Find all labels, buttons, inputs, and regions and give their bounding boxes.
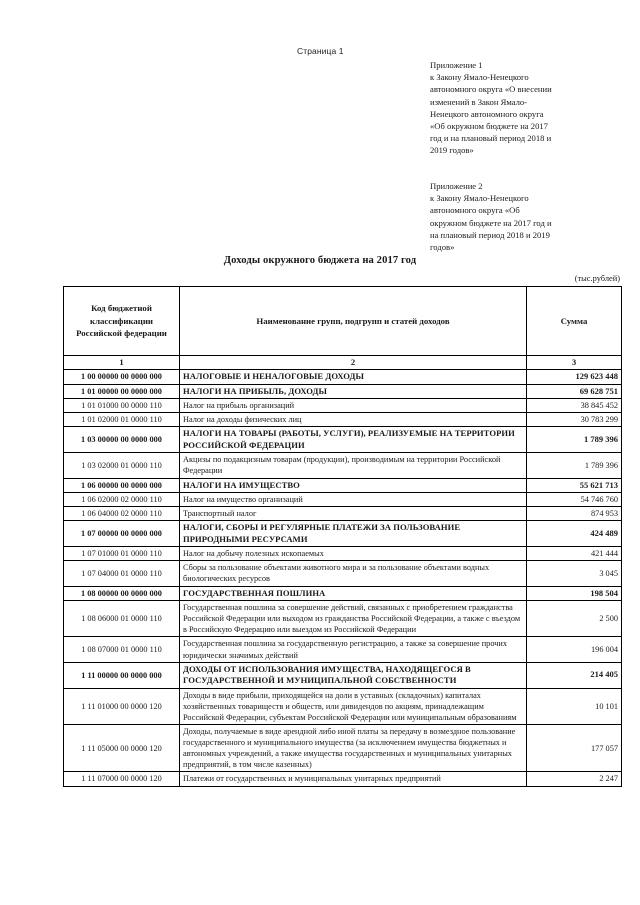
cell-sum: 30 783 299 bbox=[527, 413, 622, 427]
column-header-name: Наименование групп, подгрупп и статей доходов bbox=[180, 287, 527, 356]
cell-name: НАЛОГИ НА ИМУЩЕСТВО bbox=[180, 478, 527, 493]
cell-sum: 177 057 bbox=[527, 725, 622, 772]
cell-code: 1 11 00000 00 0000 000 bbox=[64, 662, 180, 688]
cell-name: Сборы за пользование объектами животного мира и за пользование объектами водных биологических ресурсов bbox=[180, 561, 527, 586]
budget-table-wrapper bbox=[63, 286, 621, 787]
cell-name: Доходы, получаемые в виде арендной либо иной платы за передачу в возмездное пользование государственного и муниципального имущества (за исключением имущества бюджетных и автономных учреждений, а также имущества государственных и муниципальных унитарных предприятий, в том числе казенных) bbox=[180, 725, 527, 772]
cell-name: Доходы в виде прибыли, приходящейся на доли в уставных (складочных) капиталах хозяйственных товариществ и обществ, или дивидендов по акциям, принадлежащим Российской Федерации, субъектам Российской Федерации или муниципальным образованиям bbox=[180, 688, 527, 724]
cell-name: Платежи от государственных и муниципальных унитарных предприятий bbox=[180, 772, 527, 786]
cell-sum: 54 746 760 bbox=[527, 493, 622, 507]
cell-name: Акцизы по подакцизным товарам (продукции), производимым на территории Российской Федерации bbox=[180, 453, 527, 478]
column-number-2: 2 bbox=[180, 356, 527, 370]
cell-name: Государственная пошлина за совершение действий, связанных с приобретением гражданства Российской Федерации или выходом из гражданства Российской Федерации, а также с въездом в Российскую Федерацию или выездом из Российской Федерации bbox=[180, 601, 527, 637]
budget-revenue-table bbox=[63, 286, 622, 787]
cell-name: Налог на доходы физических лиц bbox=[180, 413, 527, 427]
cell-name: ДОХОДЫ ОТ ИСПОЛЬЗОВАНИЯ ИМУЩЕСТВА, НАХОДЯЩЕГОСЯ В ГОСУДАРСТВЕННОЙ И МУНИЦИПАЛЬНОЙ СОБСТВЕННОСТИ bbox=[180, 662, 527, 688]
appendix-2-line: окружном бюджете на 2017 год и bbox=[430, 217, 552, 228]
table-head bbox=[64, 287, 622, 370]
column-header-sum: Сумма bbox=[527, 287, 622, 356]
column-number-row bbox=[64, 356, 622, 370]
appendix-2-line: автономного округа «Об bbox=[430, 205, 520, 216]
table-body bbox=[64, 370, 622, 787]
cell-code: 1 06 04000 02 0000 110 bbox=[64, 507, 180, 521]
table-row bbox=[64, 601, 622, 637]
appendix-2-block bbox=[430, 180, 630, 253]
table-row bbox=[64, 370, 622, 385]
cell-code: 1 00 00000 00 0000 000 bbox=[64, 370, 180, 385]
appendix-2-line: Приложение 2 bbox=[430, 181, 483, 191]
units-note: (тыс.рублей) bbox=[574, 274, 620, 283]
appendix-1-line: изменений в Закон Ямало- bbox=[430, 96, 528, 107]
cell-name: Налог на прибыль организаций bbox=[180, 399, 527, 413]
cell-name: НАЛОГИ НА ТОВАРЫ (РАБОТЫ, УСЛУГИ), РЕАЛИЗУЕМЫЕ НА ТЕРРИТОРИИ РОССИЙСКОЙ ФЕДЕРАЦИИ bbox=[180, 427, 527, 453]
appendix-2-line: на плановый период 2018 и 2019 bbox=[430, 229, 550, 240]
cell-code: 1 03 02000 01 0000 110 bbox=[64, 453, 180, 478]
table-row bbox=[64, 399, 622, 413]
cell-name: НАЛОГИ, СБОРЫ И РЕГУЛЯРНЫЕ ПЛАТЕЖИ ЗА ПОЛЬЗОВАНИЕ ПРИРОДНЫМИ РЕСУРСАМИ bbox=[180, 521, 527, 547]
appendix-1-block bbox=[430, 59, 630, 157]
column-number-1: 1 bbox=[64, 356, 180, 370]
cell-code: 1 01 00000 00 0000 000 bbox=[64, 384, 180, 399]
cell-sum: 10 101 bbox=[527, 688, 622, 724]
table-row bbox=[64, 561, 622, 586]
appendix-2-line: к Закону Ямало-Ненецкого bbox=[430, 193, 529, 204]
cell-code: 1 06 02000 02 0000 110 bbox=[64, 493, 180, 507]
cell-sum: 421 444 bbox=[527, 547, 622, 561]
cell-code: 1 07 04000 01 0000 110 bbox=[64, 561, 180, 586]
table-row bbox=[64, 413, 622, 427]
appendix-1-line: год и на плановый период 2018 и bbox=[430, 133, 552, 144]
cell-sum: 874 953 bbox=[527, 507, 622, 521]
table-row bbox=[64, 637, 622, 662]
cell-sum: 2 500 bbox=[527, 601, 622, 637]
table-row bbox=[64, 586, 622, 601]
column-number-3: 3 bbox=[527, 356, 622, 370]
cell-name: НАЛОГИ НА ПРИБЫЛЬ, ДОХОДЫ bbox=[180, 384, 527, 399]
cell-sum: 214 405 bbox=[527, 662, 622, 688]
table-row bbox=[64, 493, 622, 507]
table-row bbox=[64, 725, 622, 772]
cell-name: ГОСУДАРСТВЕННАЯ ПОШЛИНА bbox=[180, 586, 527, 601]
cell-sum: 198 504 bbox=[527, 586, 622, 601]
cell-code: 1 07 01000 01 0000 110 bbox=[64, 547, 180, 561]
cell-sum: 55 621 713 bbox=[527, 478, 622, 493]
cell-sum: 3 045 bbox=[527, 561, 622, 586]
cell-code: 1 11 01000 00 0000 120 bbox=[64, 688, 180, 724]
cell-code: 1 11 05000 00 0000 120 bbox=[64, 725, 180, 772]
cell-name: Государственная пошлина за государственную регистрацию, а также за совершение прочих юридически значимых действий bbox=[180, 637, 527, 662]
cell-sum: 1 789 396 bbox=[527, 427, 622, 453]
cell-name: Налог на имущество организаций bbox=[180, 493, 527, 507]
table-row bbox=[64, 547, 622, 561]
appendix-1-line: 2019 годов» bbox=[430, 145, 474, 156]
cell-sum: 424 489 bbox=[527, 521, 622, 547]
cell-code: 1 03 00000 00 0000 000 bbox=[64, 427, 180, 453]
appendix-1-line: Ненецкого автономного округа bbox=[430, 108, 544, 119]
table-row bbox=[64, 427, 622, 453]
table-row bbox=[64, 521, 622, 547]
cell-sum: 2 247 bbox=[527, 772, 622, 786]
cell-code: 1 08 06000 01 0000 110 bbox=[64, 601, 180, 637]
cell-name: Налог на добычу полезных ископаемых bbox=[180, 547, 527, 561]
cell-code: 1 01 02000 01 0000 110 bbox=[64, 413, 180, 427]
cell-name: Транспортный налог bbox=[180, 507, 527, 521]
table-header-row bbox=[64, 287, 622, 356]
table-row bbox=[64, 453, 622, 478]
cell-sum: 1 789 396 bbox=[527, 453, 622, 478]
table-row bbox=[64, 662, 622, 688]
cell-sum: 38 845 452 bbox=[527, 399, 622, 413]
cell-code: 1 01 01000 00 0000 110 bbox=[64, 399, 180, 413]
table-row bbox=[64, 478, 622, 493]
table-row bbox=[64, 688, 622, 724]
cell-sum: 196 004 bbox=[527, 637, 622, 662]
appendix-1-line: Приложение 1 bbox=[430, 60, 483, 70]
cell-sum: 69 628 751 bbox=[527, 384, 622, 399]
cell-code: 1 08 00000 00 0000 000 bbox=[64, 586, 180, 601]
appendix-1-line: автономного округа «О внесении bbox=[430, 84, 552, 95]
appendix-1-line: «Об окружном бюджете на 2017 bbox=[430, 121, 548, 132]
table-row bbox=[64, 772, 622, 786]
table-row bbox=[64, 384, 622, 399]
cell-name: НАЛОГОВЫЕ И НЕНАЛОГОВЫЕ ДОХОДЫ bbox=[180, 370, 527, 385]
cell-sum: 129 623 448 bbox=[527, 370, 622, 385]
cell-code: 1 07 00000 00 0000 000 bbox=[64, 521, 180, 547]
page-title: Доходы окружного бюджета на 2017 год bbox=[223, 255, 417, 266]
cell-code: 1 06 00000 00 0000 000 bbox=[64, 478, 180, 493]
appendix-1-line: к Закону Ямало-Ненецкого bbox=[430, 72, 529, 83]
column-header-code: Код бюджетной классификации Российской федерации bbox=[64, 287, 180, 356]
table-row bbox=[64, 507, 622, 521]
page-marker: Страница 1 bbox=[297, 46, 344, 56]
appendix-2-line: годов» bbox=[430, 242, 455, 253]
cell-code: 1 08 07000 01 0000 110 bbox=[64, 637, 180, 662]
cell-code: 1 11 07000 00 0000 120 bbox=[64, 772, 180, 786]
